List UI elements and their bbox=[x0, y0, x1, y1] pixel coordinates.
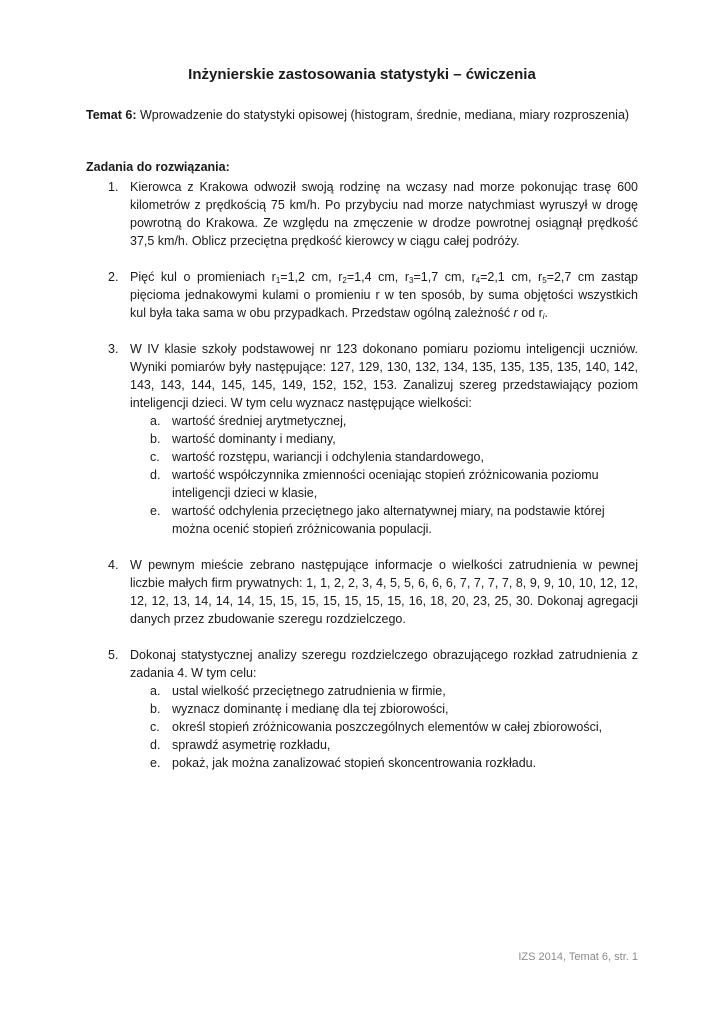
task-item bbox=[86, 646, 638, 772]
subtask-item bbox=[130, 718, 638, 736]
task-text: Kierowca z Krakowa odwoził swoją rodzinę na wczasy nad morze pokonując trasę 600 kilometrów z prędkością 75 km/h. Po przybyciu nad morze natychmiast wyruszył w drogę powrotną do Krakowa. Ze względu na zmęczenie w drodze powrotnej osiągnął prędkość 37,5 km/h. Oblicz przeciętna prędkość kierowcy w ciągu całej podróży. bbox=[130, 180, 638, 248]
subtask-letter: e. bbox=[150, 504, 161, 518]
subtask-letter: a. bbox=[150, 414, 161, 428]
subtask-item bbox=[130, 682, 638, 700]
task-item bbox=[86, 340, 638, 538]
subtask-letter: c. bbox=[150, 720, 160, 734]
subtask-text: wartość rozstępu, wariancji i odchylenia standardowego, bbox=[172, 450, 484, 464]
subtask-text: wartość dominanty i mediany, bbox=[172, 432, 336, 446]
task-number: 3. bbox=[108, 342, 119, 356]
task-list bbox=[86, 178, 638, 772]
task-number: 2. bbox=[108, 270, 119, 284]
subtask-text: ustal wielkość przeciętnego zatrudnienia w firmie, bbox=[172, 684, 446, 698]
task-item bbox=[86, 556, 638, 628]
task-item bbox=[86, 268, 638, 322]
subtask-text: wartość współczynnika zmienności oceniając stopień zróżnicowania poziomu inteligencji dzieci w klasie, bbox=[172, 468, 599, 500]
task-number: 5. bbox=[108, 648, 119, 662]
subtask-item bbox=[130, 466, 638, 502]
subtask-text: sprawdź asymetrię rozkładu, bbox=[172, 738, 331, 752]
subtask-item bbox=[130, 700, 638, 718]
subtask-item bbox=[130, 430, 638, 448]
topic-label: Temat 6: bbox=[86, 108, 137, 122]
topic-line bbox=[86, 106, 638, 124]
subtask-text: wartość średniej arytmetycznej, bbox=[172, 414, 347, 428]
task-text: Dokonaj statystycznej analizy szeregu rozdzielczego obrazującego rozkład zatrudnienia z zadania 4. W tym celu: bbox=[130, 648, 638, 680]
task-number: 4. bbox=[108, 558, 119, 572]
subtask-letter: a. bbox=[150, 684, 161, 698]
tasks-heading: Zadania do rozwiązania: bbox=[86, 160, 230, 174]
task-item bbox=[86, 178, 638, 250]
subtask-letter: d. bbox=[150, 468, 161, 482]
subtask-item bbox=[130, 736, 638, 754]
task-text: W IV klasie szkoły podstawowej nr 123 dokonano pomiaru poziomu inteligencji uczniów. Wyniki pomiarów były następujące: 127, 129, 130, 132, 134, 135, 135, 135, 135, 140, 142, 143, 143, 144, 145, 145, 149, 152, 152, 153. Zanalizuj szereg przedstawiający poziom inteligencji dzieci. W tym celu wyznacz następujące wielkości: bbox=[130, 342, 638, 410]
subtask-letter: e. bbox=[150, 756, 161, 770]
subtask-text: wyznacz dominantę i medianę dla tej zbiorowości, bbox=[172, 702, 449, 716]
subtask-item bbox=[130, 448, 638, 466]
topic-text: Wprowadzenie do statystyki opisowej (histogram, średnie, mediana, miary rozproszenia) bbox=[139, 108, 630, 122]
subtask-letter: d. bbox=[150, 738, 161, 752]
subtask-item bbox=[130, 754, 638, 772]
subtask-letter: b. bbox=[150, 432, 161, 446]
subtask-item bbox=[130, 412, 638, 430]
subtask-list bbox=[130, 412, 638, 538]
subtask-text: wartość odchylenia przeciętnego jako alternatywnej miary, na podstawie której można ocenić stopień zróżnicowania populacji. bbox=[172, 504, 605, 536]
subtask-letter: b. bbox=[150, 702, 161, 716]
subtask-list bbox=[130, 682, 638, 772]
page-footer: IZS 2014, Temat 6, str. 1 bbox=[518, 951, 638, 963]
task-number: 1. bbox=[108, 180, 119, 194]
subtask-text: pokaż, jak można zanalizować stopień skoncentrowania rozkładu. bbox=[172, 756, 537, 770]
subtask-letter: c. bbox=[150, 450, 160, 464]
subtask-text: określ stopień zróżnicowania poszczególnych elementów w całej zbiorowości, bbox=[172, 720, 603, 734]
subtask-item bbox=[130, 502, 638, 538]
page-title: Inżynierskie zastosowania statystyki – ćwiczenia bbox=[188, 66, 536, 83]
task-text: W pewnym mieście zebrano następujące informacje o wielkości zatrudnienia w pewnej liczbie małych firm prywatnych: 1, 1, 2, 2, 3, 4, 5, 5, 6, 6, 6, 7, 7, 7, 7, 8, 9, 9, 10, 10, 12, 12, 12, 12, 13, 14, 14, 14, 15, 15, 15, 15, 15, 15, 15, 16, 18, 20, 23, 25, 30. Dokonaj agregacji danych przez zbudowanie szeregu rozdzielczego. bbox=[130, 558, 638, 626]
task-text: Pięć kul o promieniach $r_1=1,2$ cm, $r_2=1,4$ cm, $r_3=1,7$ cm, $r_4=2,1$ cm, $r_5=2,7$ cm zastąp pięcioma jednakowymi kulami o promieniu r w ten sposób, by suma objętości wszystkich kul była taka sama w obu przypadkach. Przedstaw ogólną zależność r od $r_i$. bbox=[130, 270, 638, 321]
